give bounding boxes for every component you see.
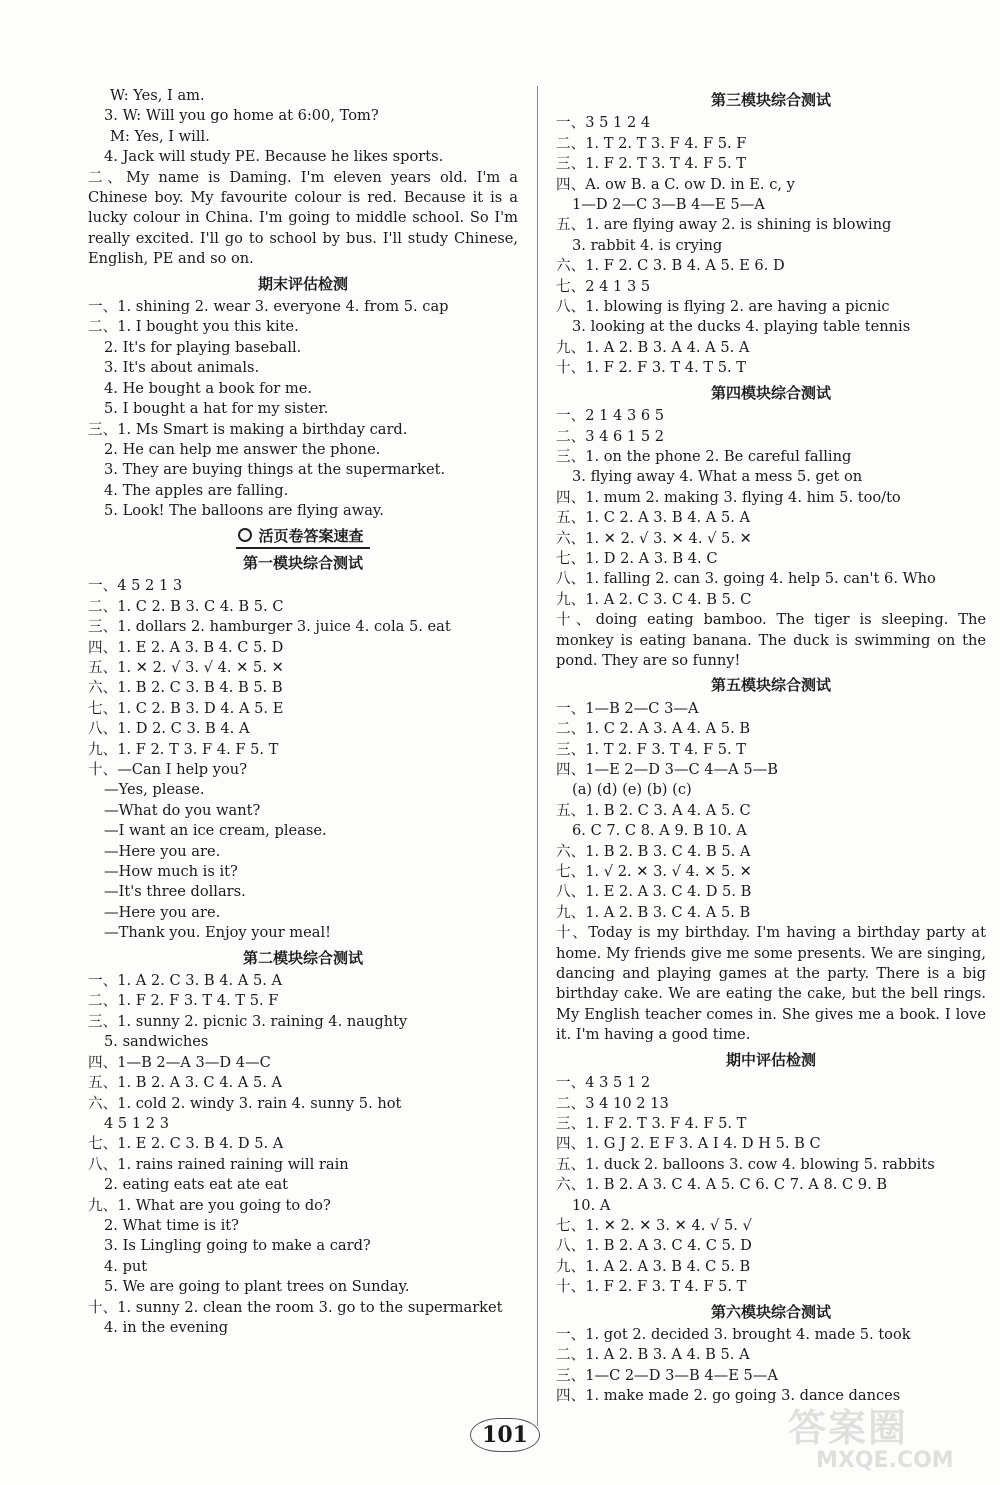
section-heading: 第一模块综合测试 xyxy=(242,553,363,572)
answer-line: 二、3 4 6 1 5 2 xyxy=(556,427,665,445)
answer-line: 4. Jack will study PE. Because he likes sports. xyxy=(104,148,444,166)
answer-line: 5. Look! The balloons are flying away. xyxy=(104,502,384,520)
answer-line: 九、1. A 2. C 3. C 4. B 5. C xyxy=(556,590,752,608)
section-heading: 第五模块综合测试 xyxy=(710,676,831,695)
answer-line: 二、1. T 2. T 3. F 4. F 5. F xyxy=(556,134,747,152)
page-number xyxy=(470,1418,540,1452)
answer-line: 五、1. B 2. A 3. C 4. A 5. A xyxy=(88,1074,283,1092)
answer-line: 3. It's about animals. xyxy=(104,359,260,377)
answer-line: 一、3 5 1 2 4 xyxy=(556,114,651,132)
answer-line: 5. I bought a hat for my sister. xyxy=(104,400,329,418)
answer-line: —Yes, please. xyxy=(104,781,205,799)
answer-line: 六、1. F 2. C 3. B 4. A 5. E 6. D xyxy=(556,257,785,275)
answer-line: 三、1. T 2. F 3. T 4. F 5. T xyxy=(556,740,747,758)
answer-line: 九、1. What are you going to do? xyxy=(88,1196,331,1214)
answer-line: —I want an ice cream, please. xyxy=(104,822,327,840)
answer-line: 10. A xyxy=(572,1196,611,1214)
section-heading: 第三模块综合测试 xyxy=(710,91,831,109)
answer-line: —Thank you. Enjoy your meal! xyxy=(104,924,332,942)
answer-line: 八、1. E 2. A 3. C 4. D 5. B xyxy=(556,883,752,901)
answer-line: 四、1. make made 2. go going 3. dance dances xyxy=(556,1387,901,1405)
column-divider xyxy=(537,86,538,1426)
quick-answer-banner xyxy=(88,526,518,549)
answer-line: 二、1. F 2. F 3. T 4. T 5. F xyxy=(88,992,279,1010)
answer-paragraph: 二、My name is Daming. I'm eleven years old. I'm a Chinese boy. My favourite colour is red. Because it is a lucky colour in China. I'm going to middle school. So I'm really excited. I'll go to school by bus. I'll study Chinese, English, PE and so on. xyxy=(88,168,518,268)
answer-line: 一、1—B 2—C 3—A xyxy=(556,699,699,717)
answer-line: 七、2 4 1 3 5 xyxy=(556,277,651,295)
answer-line: 九、1. F 2. T 3. F 4. F 5. T xyxy=(88,740,279,758)
answer-line: 十、1. F 2. F 3. T 4. F 5. T xyxy=(556,1278,747,1296)
answer-line: 一、1. A 2. C 3. B 4. A 5. A xyxy=(88,972,283,990)
section-heading: 期末评估检测 xyxy=(257,274,348,293)
answer-line: 二、1. A 2. B 3. A 4. B 5. A xyxy=(556,1346,750,1364)
answer-line: 1—D 2—C 3—B 4—E 5—A xyxy=(572,196,765,214)
answer-line: W: Yes, I am. xyxy=(110,87,205,104)
answer-line: 3. Is Lingling going to make a card? xyxy=(104,1237,371,1255)
answer-line: 4 5 1 2 3 xyxy=(104,1114,169,1132)
answer-line: 三、1. on the phone 2. Be careful falling xyxy=(556,447,852,465)
section-heading: 第四模块综合测试 xyxy=(710,383,831,402)
answer-line: 六、1. B 2. A 3. C 4. A 5. C 6. C 7. A 8. C 9. B xyxy=(556,1176,888,1194)
answer-line: 五、1. ✕ 2. √ 3. √ 4. ✕ 5. ✕ xyxy=(88,658,284,676)
answer-line: 二、3 4 10 2 13 xyxy=(556,1094,669,1112)
answer-line: 三、1. F 2. T 3. T 4. F 5. T xyxy=(556,155,747,173)
answer-line: 2. It's for playing baseball. xyxy=(104,338,302,356)
right-column xyxy=(556,86,986,1407)
answer-line: 2. eating eats eat ate eat xyxy=(104,1176,289,1194)
section-heading: 第六模块综合测试 xyxy=(710,1302,831,1321)
answer-line: 四、1—B 2—A 3—D 4—C xyxy=(88,1053,271,1071)
answer-line: 三、1—C 2—D 3—B 4—E 5—A xyxy=(556,1366,778,1384)
answer-line: 五、1. C 2. A 3. B 4. A 5. A xyxy=(556,509,751,527)
answer-line: 二、1. I bought you this kite. xyxy=(88,318,299,336)
answer-line: 六、1. B 2. B 3. C 4. B 5. A xyxy=(556,842,751,860)
answer-line: 5. sandwiches xyxy=(104,1033,209,1051)
answer-line: 七、1. √ 2. ✕ 3. √ 4. ✕ 5. ✕ xyxy=(556,863,752,881)
answer-paragraph: 十、doing eating bamboo. The tiger is sleeping. The monkey is eating banana. The duck is swimming on the pond. They are so funny! xyxy=(556,611,986,669)
answer-line: 4. put xyxy=(104,1257,148,1275)
answer-line: 四、1—E 2—D 3—C 4—A 5—B xyxy=(556,761,778,778)
answer-line: 四、1. E 2. A 3. B 4. C 5. D xyxy=(88,638,284,656)
answer-line: 4. The apples are falling. xyxy=(104,481,289,499)
answer-line: 十、—Can I help you? xyxy=(88,761,248,778)
answer-line: 十、1. sunny 2. clean the room 3. go to the supermarket xyxy=(88,1298,503,1316)
answer-line: 2. He can help me answer the phone. xyxy=(104,440,381,458)
answer-line: 五、1. are flying away 2. is shining is blowing xyxy=(556,216,892,234)
answer-line: 三、1. sunny 2. picnic 3. raining 4. naughty xyxy=(88,1012,408,1030)
answer-line: 八、1. falling 2. can 3. going 4. help 5. can't 6. Who xyxy=(556,570,936,588)
watermark xyxy=(788,1397,988,1477)
answer-line: (a) (d) (e) (b) (c) xyxy=(572,781,692,799)
answer-line: 3. rabbit 4. is crying xyxy=(572,236,723,254)
page-number-text: 101 xyxy=(482,1422,528,1448)
section-heading: 期中评估检测 xyxy=(725,1050,816,1069)
answer-line: 八、1. rains rained raining will rain xyxy=(88,1155,349,1173)
answer-line: 七、1. D 2. A 3. B 4. C xyxy=(556,549,718,567)
answer-line: —Here you are. xyxy=(104,842,221,860)
answer-line: 一、2 1 4 3 6 5 xyxy=(556,407,665,425)
answer-line: 3. W: Will you go home at 6:00, Tom? xyxy=(104,107,379,125)
answer-line: 九、1. A 2. B 3. A 4. A 5. A xyxy=(556,338,750,356)
answer-line: 九、1. A 2. A 3. B 4. C 5. B xyxy=(556,1257,751,1275)
answer-line: 四、1. G J 2. E F 3. A I 4. D H 5. B C xyxy=(556,1135,821,1153)
answer-line: 一、4 3 5 1 2 xyxy=(556,1074,651,1092)
answer-line: 一、1. shining 2. wear 3. everyone 4. from 5. cap xyxy=(88,298,449,316)
answer-line: 3. flying away 4. What a mess 5. get on xyxy=(572,468,863,486)
answer-line: 四、1. mum 2. making 3. flying 4. him 5. too/to xyxy=(556,488,901,506)
left-column xyxy=(88,86,518,1338)
answer-line: 七、1. C 2. B 3. D 4. A 5. E xyxy=(88,699,284,717)
answer-line: 八、1. B 2. A 3. C 4. C 5. D xyxy=(556,1237,752,1255)
answer-paragraph: 十、Today is my birthday. I'm having a birthday party at home. My friends give me some presents. We are singing, dancing and playing games at the party. There is a big birthday cake. We are eating the cake, but the bell rings. My English teacher comes in. She gives me a book. I love it. I'm having a good time. xyxy=(556,924,986,1044)
banner-label: 活页卷答案速查 xyxy=(236,526,369,549)
answer-line: —What do you want? xyxy=(104,801,261,819)
answer-line: 六、1. ✕ 2. √ 3. ✕ 4. √ 5. ✕ xyxy=(556,529,752,547)
answer-line: 三、1. F 2. T 3. F 4. F 5. T xyxy=(556,1114,747,1132)
answer-line: 三、1. Ms Smart is making a birthday card. xyxy=(88,420,408,438)
answer-line: 八、1. blowing is flying 2. are having a picnic xyxy=(556,298,890,316)
answer-line: 五、1. duck 2. balloons 3. cow 4. blowing 5. rabbits xyxy=(556,1155,935,1173)
answer-line: 3. looking at the ducks 4. playing table tennis xyxy=(572,318,911,336)
answer-line: 一、1. got 2. decided 3. brought 4. made 5. took xyxy=(556,1325,911,1343)
page-number-ornament xyxy=(470,1418,540,1452)
section-heading: 第二模块综合测试 xyxy=(242,948,363,967)
answer-line: 一、4 5 2 1 3 xyxy=(88,577,183,595)
answer-line: 八、1. D 2. C 3. B 4. A xyxy=(88,720,250,738)
answer-line: 四、A. ow B. a C. ow D. in E. c, y xyxy=(556,175,795,193)
answer-line: 五、1. B 2. C 3. A 4. A 5. C xyxy=(556,801,751,819)
answer-line: M: Yes, I will. xyxy=(110,127,210,145)
answer-line: 七、1. ✕ 2. ✕ 3. ✕ 4. √ 5. √ xyxy=(556,1216,752,1234)
answer-line: 七、1. E 2. C 3. B 4. D 5. A xyxy=(88,1135,284,1153)
answer-line: —How much is it? xyxy=(104,863,238,881)
answer-line: —Here you are. xyxy=(104,903,221,921)
answer-line: 2. What time is it? xyxy=(104,1216,239,1234)
answer-line: 六、1. cold 2. windy 3. rain 4. sunny 5. hot xyxy=(88,1094,402,1112)
answer-line: 九、1. A 2. B 3. C 4. A 5. B xyxy=(556,903,751,921)
answer-line: 3. They are buying things at the supermarket. xyxy=(104,461,446,479)
watermark-url: MXQE.COM xyxy=(816,1448,954,1473)
answer-line: 二、1. C 2. A 3. A 4. A 5. B xyxy=(556,720,751,738)
answer-line: —It's three dollars. xyxy=(104,883,246,901)
answer-line: 三、1. dollars 2. hamburger 3. juice 4. cola 5. eat xyxy=(88,618,451,636)
watermark-logo-text: 答案圈 xyxy=(788,1406,909,1450)
answer-line: 十、1. F 2. F 3. T 4. T 5. T xyxy=(556,359,747,377)
circle-bullet-icon xyxy=(238,528,252,542)
answer-line: 六、1. B 2. C 3. B 4. B 5. B xyxy=(88,679,283,697)
answer-line: 4. He bought a book for me. xyxy=(104,379,312,397)
answer-line: 4. in the evening xyxy=(104,1318,229,1336)
answer-line: 6. C 7. C 8. A 9. B 10. A xyxy=(572,822,747,840)
answer-line: 5. We are going to plant trees on Sunday. xyxy=(104,1278,410,1296)
answer-line: 二、1. C 2. B 3. C 4. B 5. C xyxy=(88,597,284,615)
